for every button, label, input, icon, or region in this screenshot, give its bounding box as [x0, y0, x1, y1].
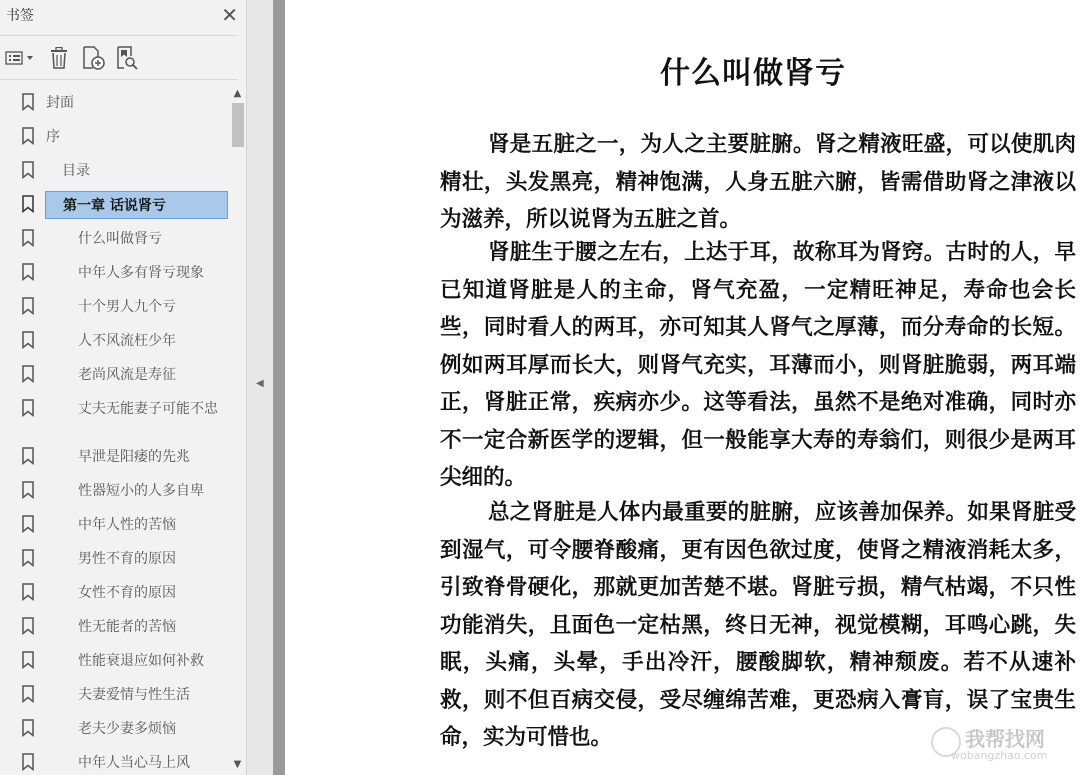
- bookmark-item-selected[interactable]: [0, 188, 230, 222]
- bookmark-icon: [21, 753, 35, 771]
- bookmark-icon: [21, 549, 35, 567]
- bookmark-icon: [21, 447, 35, 465]
- document-page: [285, 0, 1089, 775]
- bookmark-label: 性器短小的人多自卑: [78, 483, 204, 499]
- new-bookmark-button[interactable]: [80, 45, 106, 71]
- bookmark-toolbar: [4, 42, 140, 74]
- paragraph: 总之肾脏是人体内最重要的脏腑，应该善加保养。如果肾脏受到湿气，可令腰脊酸痛，更有因色欲过度，使肾之精液消耗太多，引致脊骨硬化，那就更加苦楚不堪。肾脏亏损，精气枯竭，不只性功能消失，且面色一定枯黑，终日无神，视觉模糊，耳鸣心跳，失眠，头痛，头晕，手出冷汗，腰酸脚软，精神颓废。若不从速补救，则不但百病交侵，受尽缠绵苦难，更恐病入膏肓，误了宝贵生命，实为可惜也。: [440, 500, 1076, 750]
- bookmark-item[interactable]: [0, 324, 230, 358]
- bookmark-icon: [21, 481, 35, 499]
- bookmark-label: 男性不育的原因: [78, 551, 176, 567]
- bookmark-item[interactable]: [0, 508, 230, 542]
- panel-title: 书签: [6, 8, 34, 24]
- delete-bookmark-button[interactable]: [46, 45, 72, 71]
- bookmark-options-icon: [5, 50, 37, 66]
- bookmark-label: 夫妻爱情与性生活: [78, 687, 190, 703]
- bookmark-icon: [21, 331, 35, 349]
- paragraph: 肾是五脏之一，为人之主要脏腑。肾之精液旺盛，可以使肌肉精壮，头发黑亮，精神饱满，人身五脏六腑，皆需借助肾之津液以为滋养，所以说肾为五脏之首。: [440, 132, 1076, 232]
- paragraph: 肾脏生于腰之左右，上达于耳，故称耳为肾窍。古时的人，早已知道肾脏是人的主命，肾气充盈，一定精旺神足，寿命也会长些，同时看人的两耳，亦可知其人肾气之厚薄，而分寿命的长短。例如两耳厚而长大，则肾气充实，耳薄而小，则肾脏脆弱，两耳端正，肾脏正常，疾病亦少。这等看法，虽然不是绝对准确，同时亦不一定合新医学的逻辑，但一般能享大寿的寿翁们，则很少是两耳尖细的。: [440, 240, 1076, 490]
- watermark: [931, 723, 1081, 767]
- bookmark-label: 目录: [62, 163, 90, 179]
- scroll-up-icon[interactable]: ▲: [233, 88, 242, 99]
- bookmark-icon: [21, 651, 35, 669]
- bookmark-label: 老尚风流是寿征: [78, 367, 176, 383]
- scrollbar-thumb[interactable]: [232, 103, 244, 147]
- bookmark-item[interactable]: [0, 678, 230, 712]
- page-gutter: [273, 0, 285, 775]
- bookmark-label: 丈夫无能妻子可能不忠: [78, 401, 218, 417]
- scroll-down-icon[interactable]: ▼: [233, 759, 242, 770]
- bookmark-label: 老夫少妻多烦恼: [78, 721, 176, 737]
- bookmark-item[interactable]: [0, 576, 230, 610]
- bookmark-item[interactable]: [0, 120, 230, 154]
- bookmark-icon: [21, 685, 35, 703]
- bookmark-label: 十个男人九个亏: [78, 299, 176, 315]
- bookmark-label: 序: [46, 129, 60, 145]
- bookmark-item[interactable]: [0, 154, 230, 188]
- bookmark-icon: [21, 365, 35, 383]
- bookmark-icon: [21, 263, 35, 281]
- bookmark-label: 中年人多有肾亏现象: [78, 265, 204, 281]
- bookmark-label: 什么叫做肾亏: [78, 231, 162, 247]
- bookmark-label: 封面: [46, 95, 74, 111]
- bookmark-icon: [21, 583, 35, 601]
- bookmark-item[interactable]: [0, 290, 230, 324]
- divider: [0, 79, 238, 80]
- find-current-bookmark-icon: [115, 46, 139, 70]
- bookmark-item[interactable]: [0, 712, 230, 746]
- bookmark-item[interactable]: [0, 256, 230, 290]
- bookmark-icon: [21, 617, 35, 635]
- close-icon[interactable]: ✕: [221, 3, 238, 27]
- new-bookmark-icon: [81, 46, 105, 70]
- bookmark-label: 中年人当心马上风: [78, 755, 190, 771]
- divider: [0, 35, 238, 36]
- collapse-panel-icon[interactable]: ◀: [256, 378, 264, 389]
- bookmark-icon: [21, 719, 35, 737]
- bookmark-label: 人不风流枉少年: [78, 333, 176, 349]
- find-current-bookmark-button[interactable]: [114, 45, 140, 71]
- bookmark-label: 性能衰退应如何补救: [78, 653, 204, 669]
- bookmark-item[interactable]: [0, 86, 230, 120]
- bookmark-icon: [21, 297, 35, 315]
- bookmark-item[interactable]: [0, 644, 230, 678]
- page-title: 什么叫做肾亏: [660, 56, 846, 91]
- watermark-text: 我帮找网: [965, 727, 1045, 751]
- bookmark-item[interactable]: [0, 440, 230, 474]
- bookmark-item[interactable]: [0, 358, 230, 392]
- bookmark-icon: [21, 127, 35, 145]
- bookmark-icon: [21, 93, 35, 111]
- bookmark-item[interactable]: [0, 392, 230, 440]
- bookmark-label: 第一章 话说肾亏: [45, 191, 228, 219]
- trash-icon: [49, 47, 69, 69]
- bookmark-label: 中年人性的苦恼: [78, 517, 176, 533]
- bookmark-icon: [21, 195, 35, 213]
- bookmark-label: 性无能者的苦恼: [78, 619, 176, 635]
- bookmark-options-button[interactable]: [4, 45, 38, 71]
- bookmarks-panel: [0, 0, 247, 775]
- bookmark-scrollbar[interactable]: [230, 86, 245, 775]
- bookmark-item[interactable]: [0, 542, 230, 576]
- bookmark-item[interactable]: [0, 222, 230, 256]
- bookmark-item[interactable]: [0, 746, 230, 775]
- bookmark-item[interactable]: [0, 474, 230, 508]
- bookmark-label: 早泄是阳痿的先兆: [78, 449, 190, 465]
- panel-splitter[interactable]: [247, 0, 273, 775]
- bookmark-item[interactable]: [0, 610, 230, 644]
- bookmark-icon: [21, 161, 35, 179]
- watermark-url: wobangzhao.com: [951, 749, 1048, 762]
- bookmark-icon: [21, 229, 35, 247]
- bookmark-icon: [21, 399, 35, 417]
- bookmark-label: 女性不育的原因: [78, 585, 176, 601]
- panel-header: [0, 0, 246, 30]
- bookmark-icon: [21, 515, 35, 533]
- bookmark-list: [0, 86, 230, 775]
